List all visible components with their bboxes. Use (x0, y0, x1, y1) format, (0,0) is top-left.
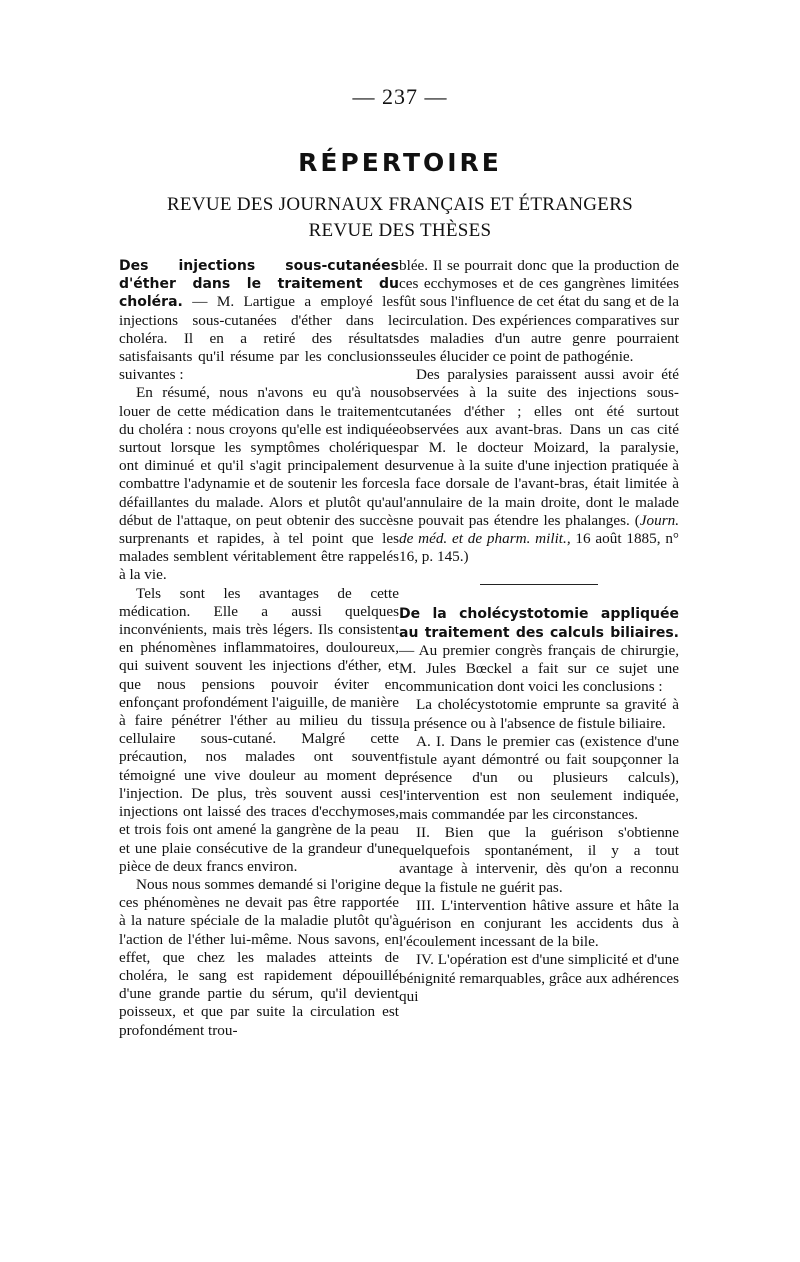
section-divider (480, 584, 598, 585)
right-column (399, 257, 679, 1006)
article-title-cholecystotomie: De la cholécystotomie appliquée au traitement des calculs biliaires. (399, 606, 679, 641)
subtitle-journals: REVUE DES JOURNAUX FRANÇAIS ET ÉTRANGERS (166, 194, 634, 215)
paragraph: A. I. Dans le premier cas (existence d'une fistule ayant démontré ou fait soupçonner la présence d'un ou plusieurs calculs), l'intervention est non seulement indiquée, mais commandée par les circonstances. (399, 732, 679, 823)
page-number: — 237 — (352, 84, 448, 109)
paragraph: Tels sont les avantages de cette médication. Elle a aussi quelques inconvénients, mais très légers. Ils consistent en phénomènes inflammatoires, douloureux, qui suivent souvent les injections d'éther, et que nous pensions pouvoir éviter en enfonçant profondément l'aiguille, de manière à faire pénétrer l'éther au milieu du tissu cellulaire sous-cutané. Malgré cette précaution, nos malades ont souvent témoigné une vive douleur au moment de l'injection. De plus, très souvent aussi ces injections ont laissé des traces d'ecchymoses, et trois fois ont amené la gangrène de la peau et une plaie consécutive de la grandeur d'une pièce de deux francs environ. (119, 584, 399, 875)
article-ether-intro (119, 257, 399, 384)
paragraph: IV. L'opération est d'une simplicité et d'une bénignité remarquables, grâce aux adhérences qui (399, 951, 679, 1005)
article-cholecystotomie-intro (399, 605, 679, 696)
subtitle-theses: REVUE DES THÈSES (308, 220, 492, 241)
paragraph: En résumé, nous n'avons eu qu'à nous louer de cette médication dans le traitement du choléra : nous croyons qu'elle est indiquée surtout lorsque les symptômes cholériques ont diminué et qu'il s'agit principalement de combattre l'adynamie et de soutenir les forces défaillantes du malade. Alors et plutôt qu'au début de l'attaque, on peut obtenir des succès surprenants et rapides, à tel point que les malades semblent véritablement être rappelés à la vie. (119, 384, 399, 584)
article-cholecystotomie-intro-text: — Au premier congrès français de chirurgie, M. Jules Bœckel a fait sur ce sujet une communication dont voici les conclusions : (399, 641, 679, 696)
paragraph-paralysies (399, 366, 679, 566)
paragraph-text: Des paralysies paraissent aussi avoir été observées à la suite des injections sous-cutanées d'éther ; elles ont été surtout observées aux avant-bras. Dans un cas cité par M. le docteur Moizard, la paralysie, survenue à la suite d'une injection pratiquée à la face dorsale de l'avant-bras, était limitée à l'annulaire de la main droite, dont le malade ne pouvait pas étendre les phalanges. ( (399, 366, 679, 529)
article-ether-intro-text: — M. Lartigue a employé les injections sous-cutanées d'éther dans le choléra. Il en a retiré des résultats satisfaisants qu'il résume par les conclusions suivantes : (119, 293, 399, 384)
paragraph: II. Bien que la guérison s'obtienne quelquefois spontanément, il y a tout avantage à intervenir, dès qu'on a reconnu que la fistule ne guérit pas. (399, 823, 679, 896)
paragraph: Nous nous sommes demandé si l'origine de ces phénomènes ne devait pas être rapportée à la nature spéciale de la maladie plutôt qu'à l'action de l'éther lui-même. Nous savons, en effet, que chez les malades atteints de choléra, le sang est rapidement dépouillé d'une grande partie du sérum, qu'il devient poisseux, et que par suite la circulation est profondément trou- (119, 875, 399, 1039)
article-title-ether: Des injections sous-cutanées d'éther dans le traitement du choléra. (119, 258, 399, 311)
journal-reference: Journ. de méd. et de pharm. milit. (399, 511, 679, 548)
paragraph: La cholécystotomie emprunte sa gravité à la présence ou à l'absence de fistule biliaire. (399, 696, 679, 732)
section-title: RÉPERTOIRE (298, 148, 502, 177)
reference-details: , 16 août 1885, n° 16, p. 145.) (399, 530, 679, 566)
paragraph: blée. Il se pourrait donc que la production de ces ecchymoses et de ces gangrènes limitées fût sous l'influence de cet état du sang et de la circulation. Des expériences comparatives sur des maladies d'un autre genre pourraient seules élucider ce point de pathogénie. (399, 257, 679, 366)
paragraph: III. L'intervention hâtive assure et hâte la guérison en conjurant les accidents dus à l'écoulement incessant de la bile. (399, 896, 679, 951)
left-column (119, 257, 399, 1040)
